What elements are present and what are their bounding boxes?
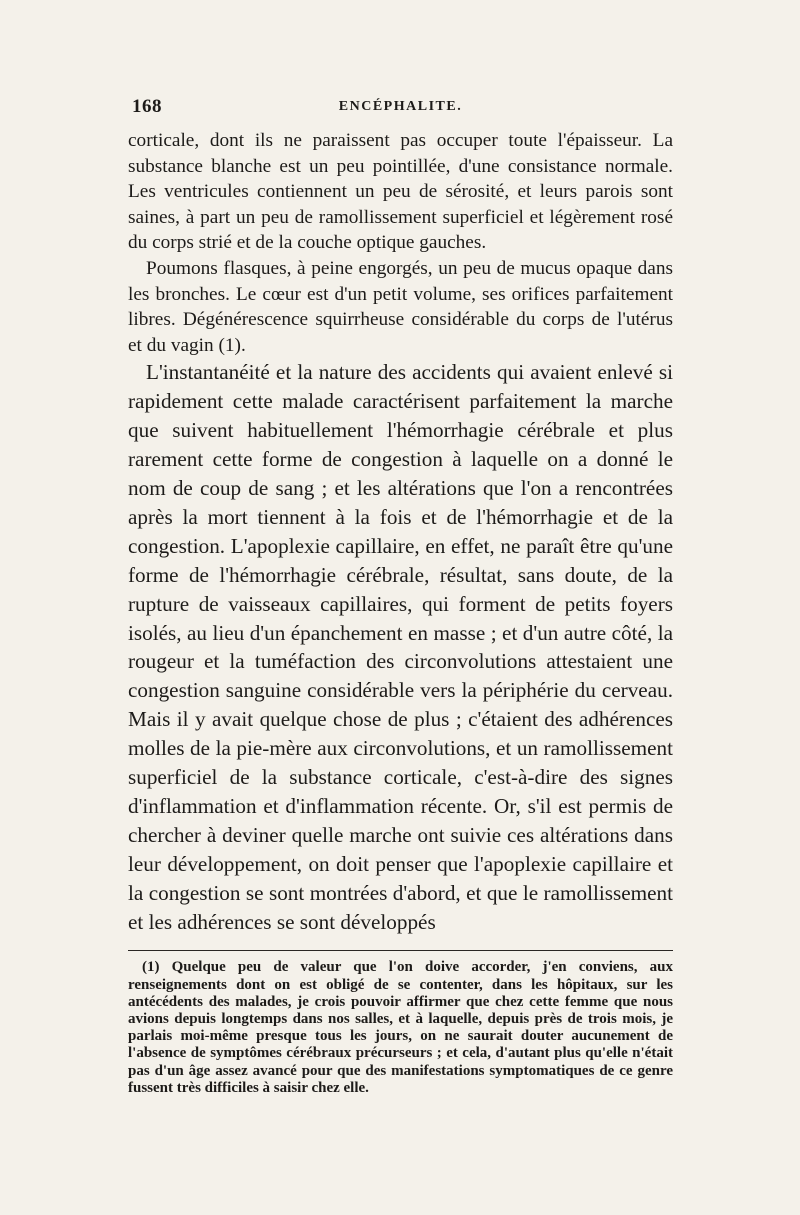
book-page: [128, 96, 673, 1097]
page-number: 168: [132, 96, 162, 117]
footnote-rule: [128, 950, 673, 951]
running-head: ENCÉPHALITE.: [338, 99, 463, 114]
footnote: [128, 959, 673, 1097]
paragraph-discussion: L'instantanéité et la nature des accidents qui avaient enlevé si rapidement cette malade caractérisent parfaitement la marche que suivent habituellement l'hémorrhagie cérébrale et plus rarement cette forme de congestion à laquelle on a donné le nom de coup de sang ; et les altérations que l'on a rencontrées après la mort tiennent à la fois et de l'hémorrhagie et de la congestion. L'apoplexie capillaire, en effet, ne paraît être qu'une forme de l'hémorrhagie cérébrale, résultat, sans doute, de la rupture de vaisseaux capillaires, qui forment de petits foyers isolés, au lieu d'un épanchement en masse ; et d'un autre côté, la rougeur et la tuméfaction des circonvolutions attestaient une congestion sanguine considérable vers la périphérie du cerveau. Mais il y avait quelque chose de plus ; c'étaient des adhérences molles de la pie-mère aux circonvolutions, et un ramollissement superficiel de la substance corticale, c'est-à-dire des signes d'inflammation et d'inflammation récente. Or, s'il est permis de chercher à deviner quelle marche ont suivie ces altérations dans leur développement, on doit penser que l'apoplexie capillaire et la congestion se sont montrées d'abord, et que le ramollissement et les adhérences se sont développés: [128, 360, 673, 934]
paragraph-lungs: Poumons flasques, à peine engorgés, un peu de mucus opaque dans les bronches. Le cœur est d'un petit volume, ses orifices parfaitement libres. Dégénérescence squirrheuse considérable du corps de l'utérus et du vagin (1).: [128, 257, 673, 356]
footnote-text: (1) Quelque peu de valeur que l'on doive accorder, j'en conviens, aux renseignements dont on est obligé de se contenter, dans les hôpitaux, sur les antécédents des malades, je crois pouvoir affirmer que chez cette femme que nous avions depuis longtemps dans nos salles, et à laquelle, depuis près de trois mois, je parlais moi-même presque tous les jours, on ne saurait douter aucunement de l'absence de symptômes cérébraux précurseurs ; et cela, d'autant plus qu'elle n'était pas d'un âge assez avancé pour que des manifestations symptomatiques de ce genre fussent très difficiles à saisir chez elle.: [128, 959, 673, 1096]
paragraph-continuation: corticale, dont ils ne paraissent pas occuper toute l'épaisseur. La substance blanche est un peu pointillée, d'une consistance normale. Les ventricules contiennent un peu de sérosité, et leurs parois sont saines, à part un peu de ramollissement superficiel et légèrement rosé du corps strié et de la couche optique gauches.: [128, 130, 673, 254]
page-header: [128, 96, 673, 124]
body-text: [128, 128, 673, 936]
